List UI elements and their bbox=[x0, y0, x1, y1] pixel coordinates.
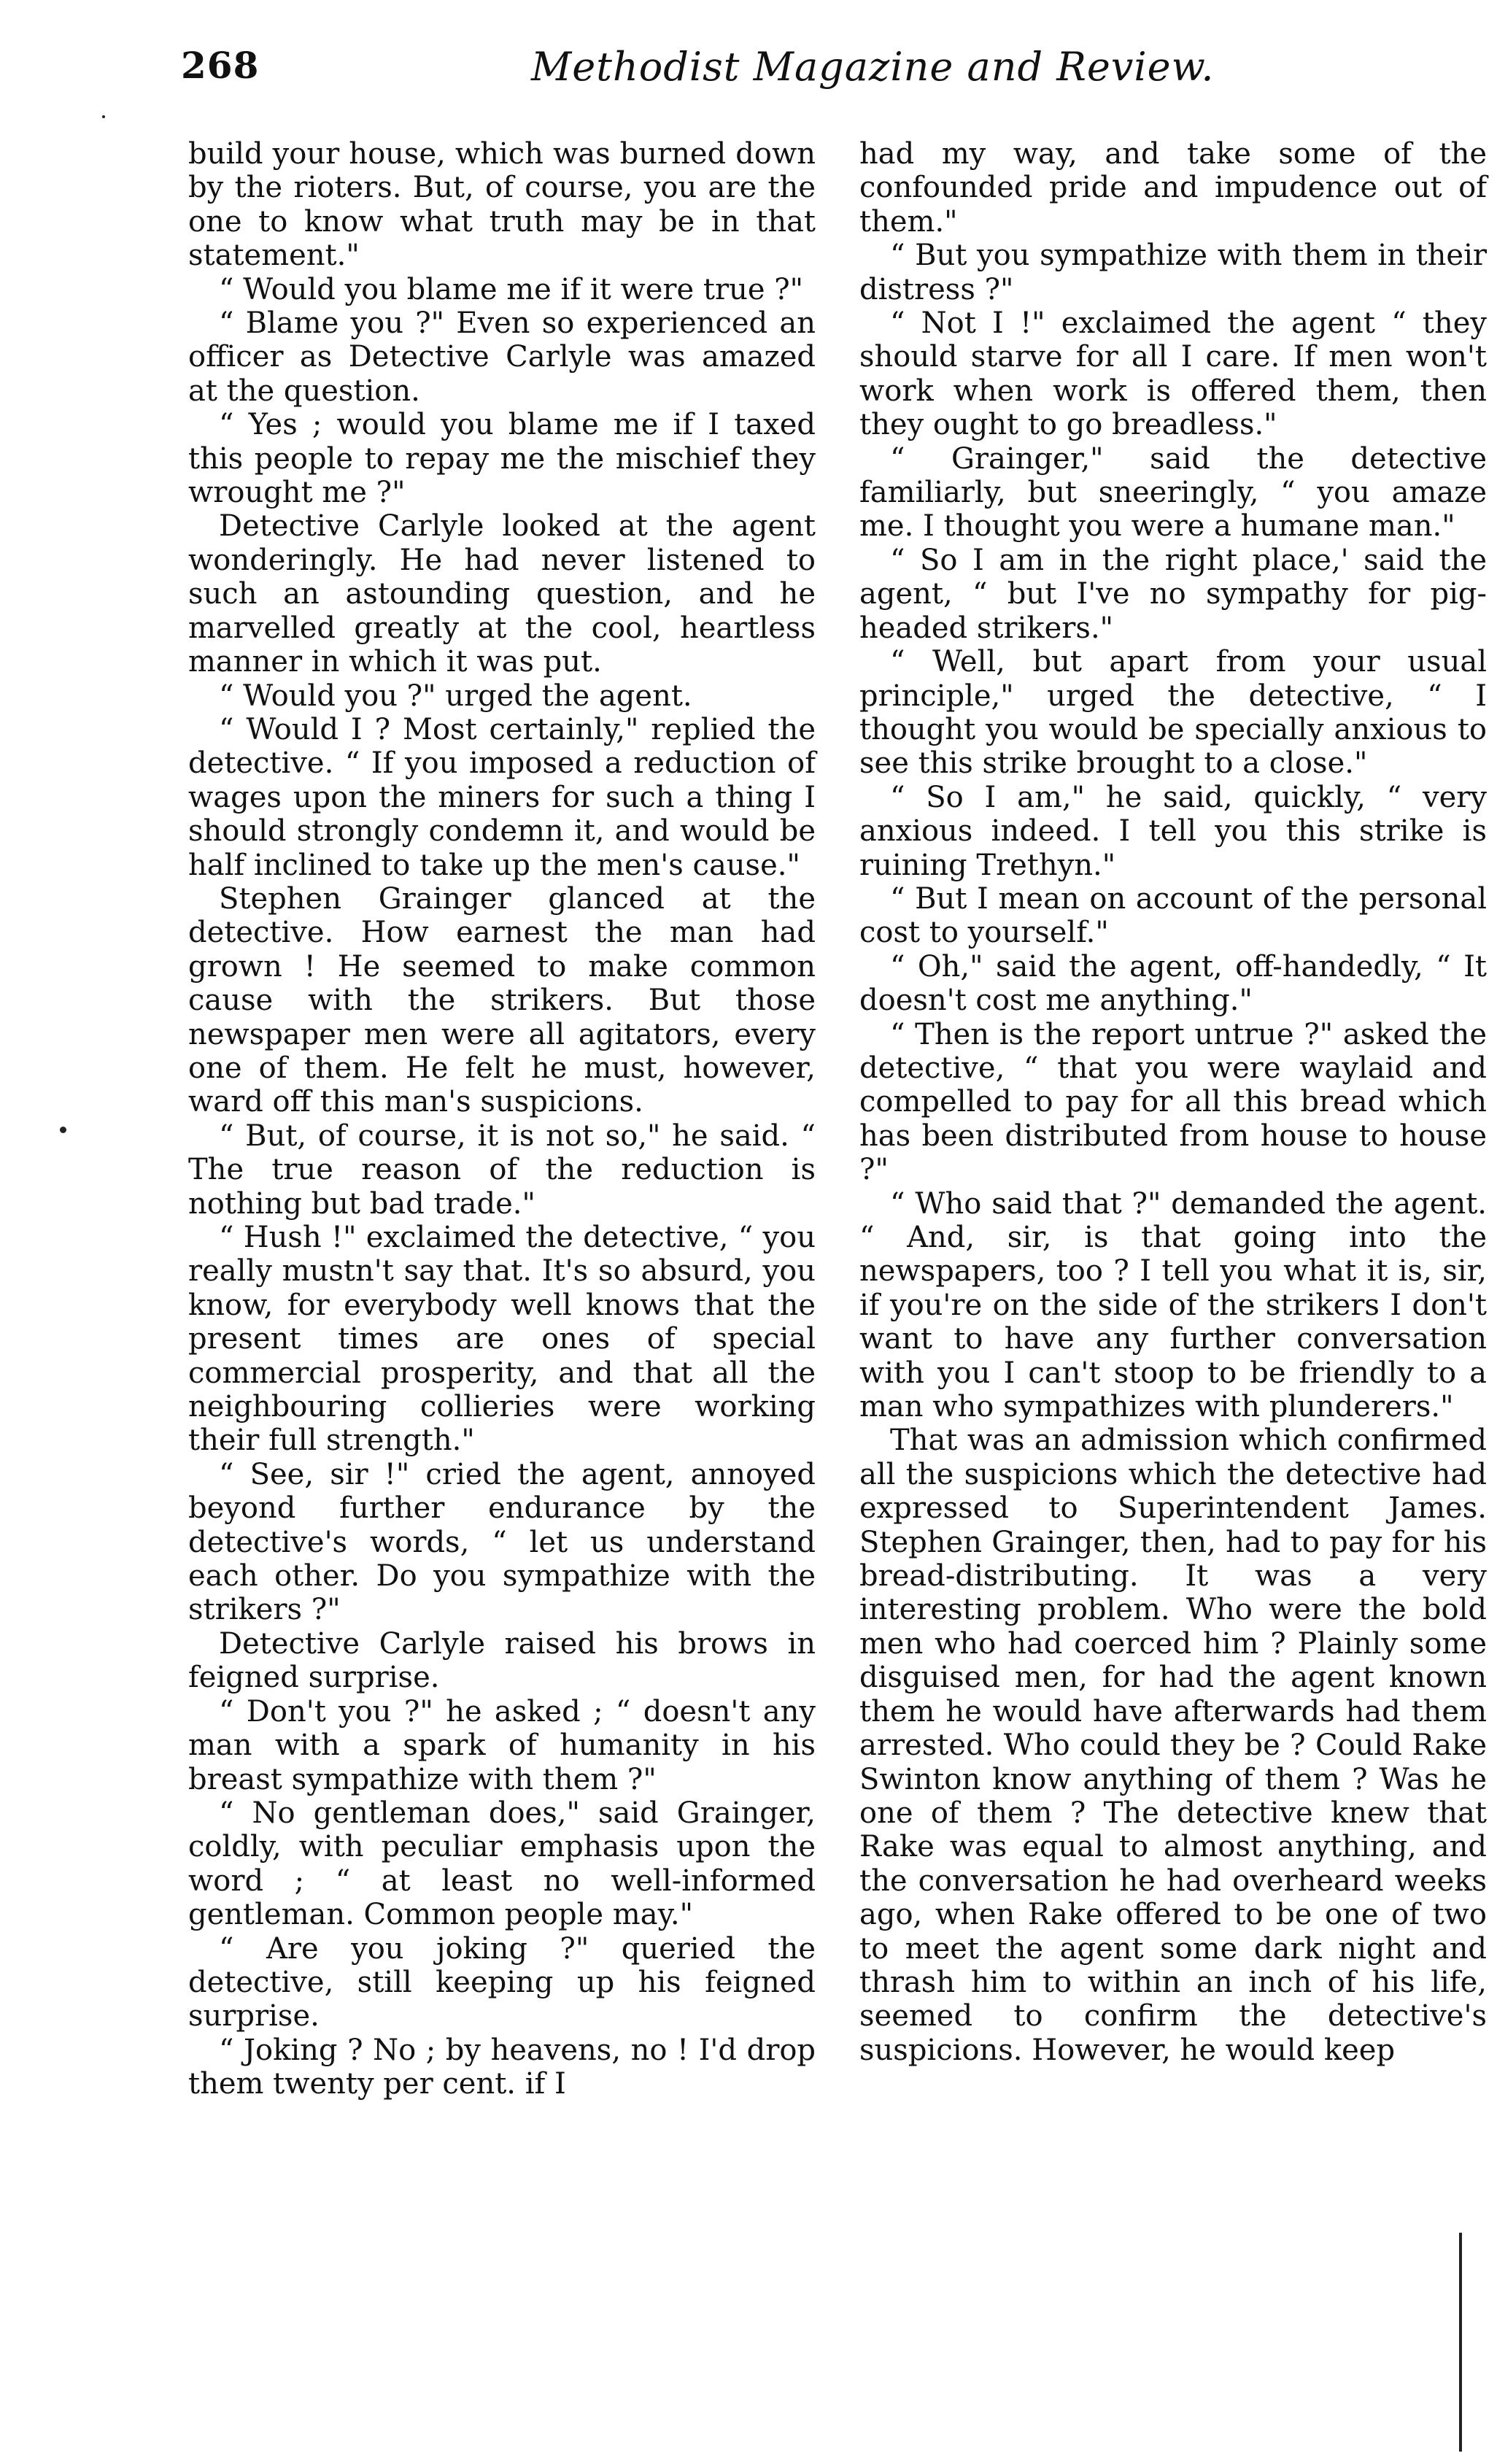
paragraph: “ So I am," he said, quickly, “ very anxious indeed. I tell you this strike is ruining Trethyn." bbox=[859, 780, 1487, 882]
paragraph: “ But I mean on account of the personal cost to yourself." bbox=[859, 881, 1487, 950]
paragraph: “ Would you ?" urged the agent. bbox=[219, 679, 692, 713]
left-text-column bbox=[188, 137, 816, 2101]
paragraph: “ Are you joking ?" queried the detective, still keeping up his feigned surprise. bbox=[188, 1931, 816, 2034]
margin-speck bbox=[102, 115, 105, 118]
paragraph: “ Not I !" exclaimed the agent “ they should starve for all I care. If men won't work when work is offered them, then they ought to go breadless." bbox=[859, 306, 1487, 442]
paragraph: “ No gentleman does," said Grainger, coldly, with peculiar emphasis upon the word ; “ at least no well-informed gentleman. Common people may." bbox=[188, 1796, 816, 1932]
paragraph: “ Yes ; would you blame me if I taxed this people to repay me the mischief they wrought me ?" bbox=[188, 408, 816, 510]
paragraph: “ Who said that ?" demanded the agent. “ And, sir, is that going into the newspapers, too ? I tell you what it is, sir, if you're on the side of the strikers I don't want to have any further conversation with you I can't stoop to be friendly to a man who sympathizes with plunderers." bbox=[859, 1186, 1487, 1424]
paragraph: “ Grainger," said the detective familiarly, but sneeringly, “ you amaze me. I thought you were a humane man." bbox=[859, 441, 1487, 544]
right-text-column bbox=[859, 137, 1487, 2067]
paragraph: That was an admission which confirmed all the suspicions which the detective had expressed to Superintendent James. Stephen Grainger, then, had to pay for his bread-distributing. It was a very interesting problem. Who were the bold men who had coerced him ? Plainly some disguised men, for had the agent known them he would have afterwards had them arrested. Who could they be ? Could Rake Swinton know anything of them ? Was he one of them ? The detective knew that Rake was equal to almost anything, and the conversation he had overheard weeks ago, when Rake offered to be one of two to meet the agent some dark night and thrash him to within an inch of his life, seemed to confirm the detective's suspicions. However, he would keep bbox=[859, 1424, 1487, 2067]
paragraph: “ So I am in the right place,' said the agent, “ but I've no sympathy for pig-headed strikers." bbox=[859, 543, 1487, 645]
running-title: Methodist Magazine and Review. bbox=[531, 44, 1215, 90]
paragraph: “ Joking ? No ; by heavens, no ! I'd drop them twenty per cent. if I bbox=[188, 2033, 816, 2101]
page-number: 268 bbox=[181, 44, 260, 87]
paragraph: “ Well, but apart from your usual principle," urged the detective, “ I thought you would be specially anxious to see this strike brought to a close." bbox=[859, 645, 1487, 781]
paragraph: build your house, which was burned down by the rioters. But, of course, you are the one to know what truth may be in that statement." bbox=[188, 137, 816, 273]
paragraph: had my way, and take some of the confounded pride and impudence out of them." bbox=[859, 137, 1487, 239]
paragraph: “ Then is the report untrue ?" asked the detective, “ that you were waylaid and compelled to pay for all this bread which has been distributed from house to house ?" bbox=[859, 1017, 1487, 1187]
page-header bbox=[181, 44, 1450, 109]
paragraph: “ See, sir !" cried the agent, annoyed beyond further endurance by the detective's words, “ let us understand each other. Do you sympathize with the strikers ?" bbox=[188, 1457, 816, 1627]
paragraph: “ Don't you ?" he asked ; “ doesn't any man with a spark of humanity in his breast sympathize with them ?" bbox=[188, 1694, 816, 1796]
paragraph: “ Would I ? Most certainly," replied the detective. “ If you imposed a reduction of wages upon the miners for such a thing I should strongly condemn it, and would be half inclined to take up the men's cause." bbox=[188, 712, 816, 882]
paragraph: Detective Carlyle looked at the agent wonderingly. He had never listened to such an astounding question, and he marvelled greatly at the cool, heartless manner in which it was put. bbox=[188, 509, 816, 679]
paragraph: “ Oh," said the agent, off-handedly, “ It doesn't cost me anything." bbox=[859, 949, 1487, 1018]
margin-rule bbox=[1459, 2233, 1462, 2452]
paragraph: Detective Carlyle raised his brows in feigned surprise. bbox=[188, 1626, 816, 1695]
margin-speck bbox=[60, 1127, 66, 1133]
paragraph: “ Hush !" exclaimed the detective, “ you really mustn't say that. It's so absurd, you know, for everybody well knows that the present times are ones of special commercial prosperity, and that all the neighbouring collieries were working their full strength." bbox=[188, 1221, 816, 1458]
paragraph: “ Blame you ?" Even so experienced an officer as Detective Carlyle was amazed at the question. bbox=[188, 306, 816, 408]
paragraph: Stephen Grainger glanced at the detective. How earnest the man had grown ! He seemed to make common cause with the strikers. But those newspaper men were all agitators, every one of them. He felt he must, however, ward off this man's suspicions. bbox=[188, 881, 816, 1119]
paragraph: “ But, of course, it is not so," he said. “ The true reason of the reduction is nothing but bad trade." bbox=[188, 1119, 816, 1221]
paragraph: “ Would you blame me if it were true ?" bbox=[219, 272, 804, 306]
paragraph: “ But you sympathize with them in their distress ?" bbox=[859, 239, 1487, 306]
